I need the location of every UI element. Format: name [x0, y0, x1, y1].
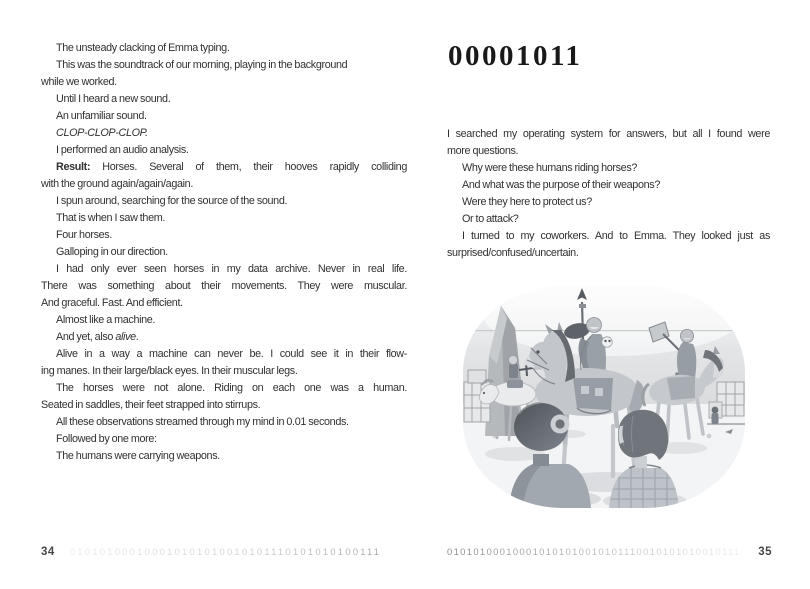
emma-hair: [618, 410, 668, 460]
text-line: The unsteady clacking of Emma typing.: [56, 42, 230, 54]
right-page-text: [447, 126, 770, 262]
text-line: The horses were not alone. Riding on each one was a human.: [56, 382, 407, 394]
text-line: I turned to my coworkers. And to Emma. They looked just as: [462, 230, 770, 242]
text-line: Four horses.: [56, 229, 113, 241]
text-line: I searched my operating system for answers, but all I found were: [447, 128, 770, 140]
text-line: And what was the purpose of their weapons?: [462, 179, 660, 191]
text-line: I performed an audio analysis.: [56, 144, 189, 156]
text-line: Seated in saddles, their feet strapped into stirrups.: [41, 399, 261, 411]
text-line: The humans were carrying weapons.: [56, 450, 220, 462]
text-line: surprised/confused/uncertain.: [447, 247, 579, 259]
text-line: Result: Horses. Several of them, their hooves rapidly colliding: [56, 161, 407, 173]
saddle-blanket: [573, 378, 613, 410]
left-page-number: 34: [41, 546, 55, 558]
illustration: [463, 286, 745, 508]
text-line: That is when I saw them.: [56, 212, 166, 224]
text-line: with the ground again/again/again.: [41, 178, 193, 190]
text-line: Galloping in our direction.: [56, 246, 168, 258]
text-line: Alive in a way a machine can never be. I could see it in their flow-: [56, 348, 407, 360]
text-line: An unfamiliar sound.: [56, 110, 147, 122]
text-line: And yet, also alive.: [56, 331, 139, 343]
text-line: more questions.: [447, 145, 519, 157]
text-line: ing manes. In their large/black eyes. In their muscular legs.: [41, 365, 298, 377]
chapter-heading: 00001011: [448, 40, 583, 72]
text-line: Or to attack?: [462, 213, 519, 225]
text-line: This was the soundtrack of our morning, playing in the background: [56, 59, 348, 71]
text-line: I had only ever seen horses in my data archive. Never in real life.: [56, 263, 407, 275]
right-page-number: 35: [758, 546, 772, 558]
left-page-text: [41, 40, 407, 465]
text-line: Until I heard a new sound.: [56, 93, 171, 105]
text-line: while we worked.: [41, 76, 117, 88]
text-line: CLOP-CLOP-CLOP.: [56, 127, 148, 139]
text-line: I spun around, searching for the source of the sound.: [56, 195, 288, 207]
text-line: Were they here to protect us?: [462, 196, 592, 208]
text-line: Why were these humans riding horses?: [462, 162, 638, 174]
right-footer-binary: 010101000100010101010010101110010101010010111: [447, 547, 741, 558]
right-page-footer: [447, 546, 772, 558]
left-page-footer: [41, 546, 407, 558]
small-robot-head: [602, 337, 612, 347]
text-line: Followed by one more:: [56, 433, 157, 445]
text-line: There was something about their movements. They were muscular.: [41, 280, 407, 292]
left-footer-binary: 010101000100010101010010101110101010100111: [69, 547, 382, 558]
small-robot-figure: [712, 407, 719, 414]
text-line: Almost like a machine.: [56, 314, 156, 326]
text-line: All these observations streamed through my mind in 0.01 seconds.: [56, 416, 349, 428]
text-line: And graceful. Fast. And efficient.: [41, 297, 183, 309]
